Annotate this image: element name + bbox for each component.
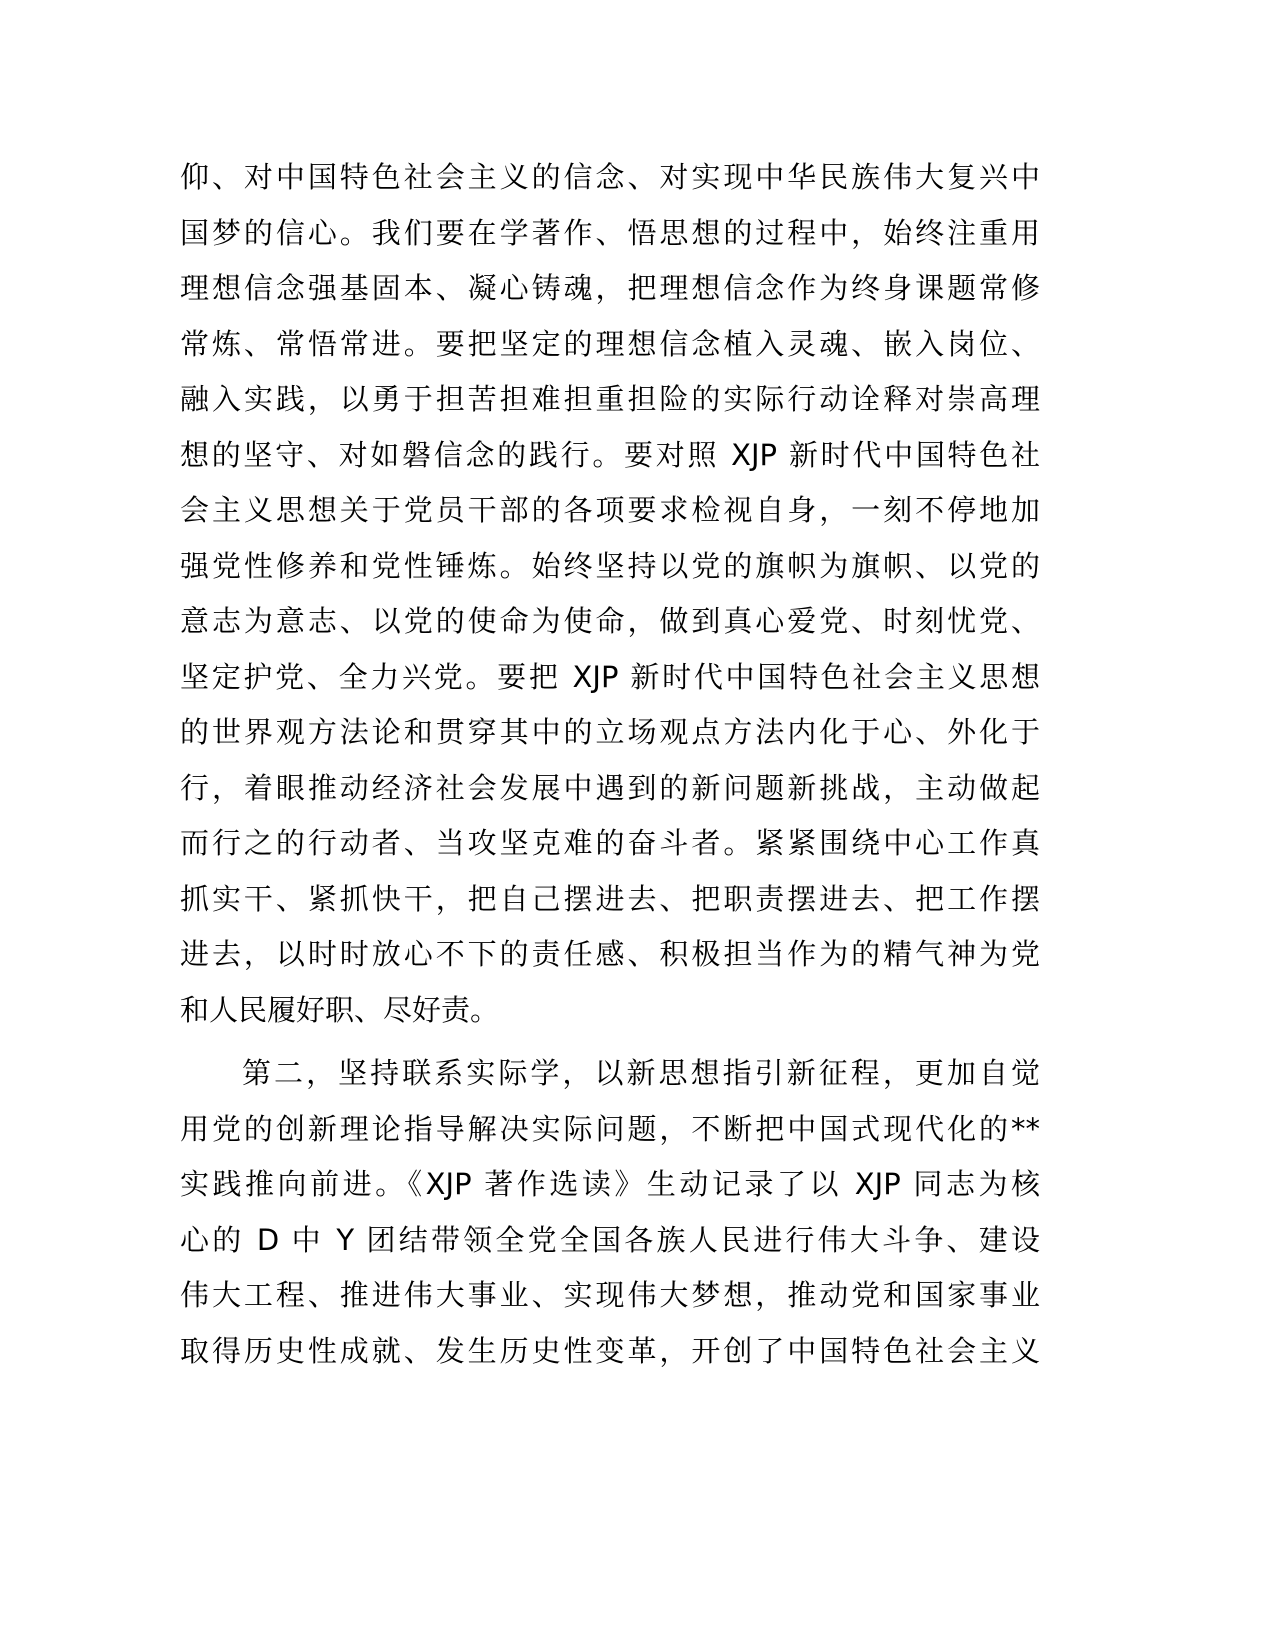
text-line: 想的坚守、对如磐信念的践行。要对照 XJP 新时代中国特色社 [180, 437, 1040, 472]
text-line: 抓实干、紧抓快干，把自己摆进去、把职责摆进去、把工作摆 [180, 881, 1040, 916]
text-line: 第二，坚持联系实际学，以新思想指引新征程，更加自觉 [242, 1056, 1040, 1090]
text-line: 理想信念强基固本、凝心铸魂，把理想信念作为终身课题常修 [180, 271, 1040, 305]
text-line: 和人民履好职、尽好责。 [180, 992, 500, 1027]
text-line: 仰、对中国特色社会主义的信念、对实现中华民族伟大复兴中 [180, 160, 1040, 194]
body-text [180, 150, 1040, 1379]
text-line: 常炼、常悟常进。要把坚定的理想信念植入灵魂、嵌入岗位、 [180, 326, 1040, 361]
text-line: 融入实践，以勇于担苦担难担重担险的实际行动诠释对崇高理 [180, 382, 1040, 416]
paragraph-spacer [180, 1038, 1040, 1046]
text-line: 进去，以时时放心不下的责任感、积极担当作为的精气神为党 [180, 937, 1040, 971]
text-line: 国梦的信心。我们要在学著作、悟思想的过程中，始终注重用 [180, 215, 1040, 250]
text-line: 坚定护党、全力兴党。要把 XJP 新时代中国特色社会主义思想 [180, 659, 1040, 694]
text-line: 实践推向前进。《XJP 著作选读》生动记录了以 XJP 同志为核 [180, 1167, 1040, 1201]
text-line: 而行之的行动者、当攻坚克难的奋斗者。紧紧围绕中心工作真 [180, 826, 1040, 860]
text-line: 行，着眼推动经济社会发展中遇到的新问题新挑战，主动做起 [180, 770, 1040, 805]
paragraph [180, 1046, 1040, 1379]
text-line: 伟大工程、推进伟大事业、实现伟大梦想，推动党和国家事业 [180, 1278, 1040, 1312]
text-line: 心的 D 中 Y 团结带领全党全国各族人民进行伟大斗争、建设 [180, 1222, 1040, 1257]
text-line: 取得历史性成就、发生历史性变革，开创了中国特色社会主义 [180, 1333, 1040, 1368]
paragraph [180, 150, 1040, 1038]
text-line: 会主义思想关于党员干部的各项要求检视自身，一刻不停地加 [180, 493, 1040, 527]
text-line: 的世界观方法论和贯穿其中的立场观点方法内化于心、外化于 [180, 715, 1040, 749]
text-line: 意志为意志、以党的使命为使命，做到真心爱党、时刻忧党、 [180, 604, 1040, 638]
text-line: 强党性修养和党性锤炼。始终坚持以党的旗帜为旗帜、以党的 [180, 548, 1040, 583]
text-line: 用党的创新理论指导解决实际问题，不断把中国式现代化的** [180, 1111, 1040, 1146]
